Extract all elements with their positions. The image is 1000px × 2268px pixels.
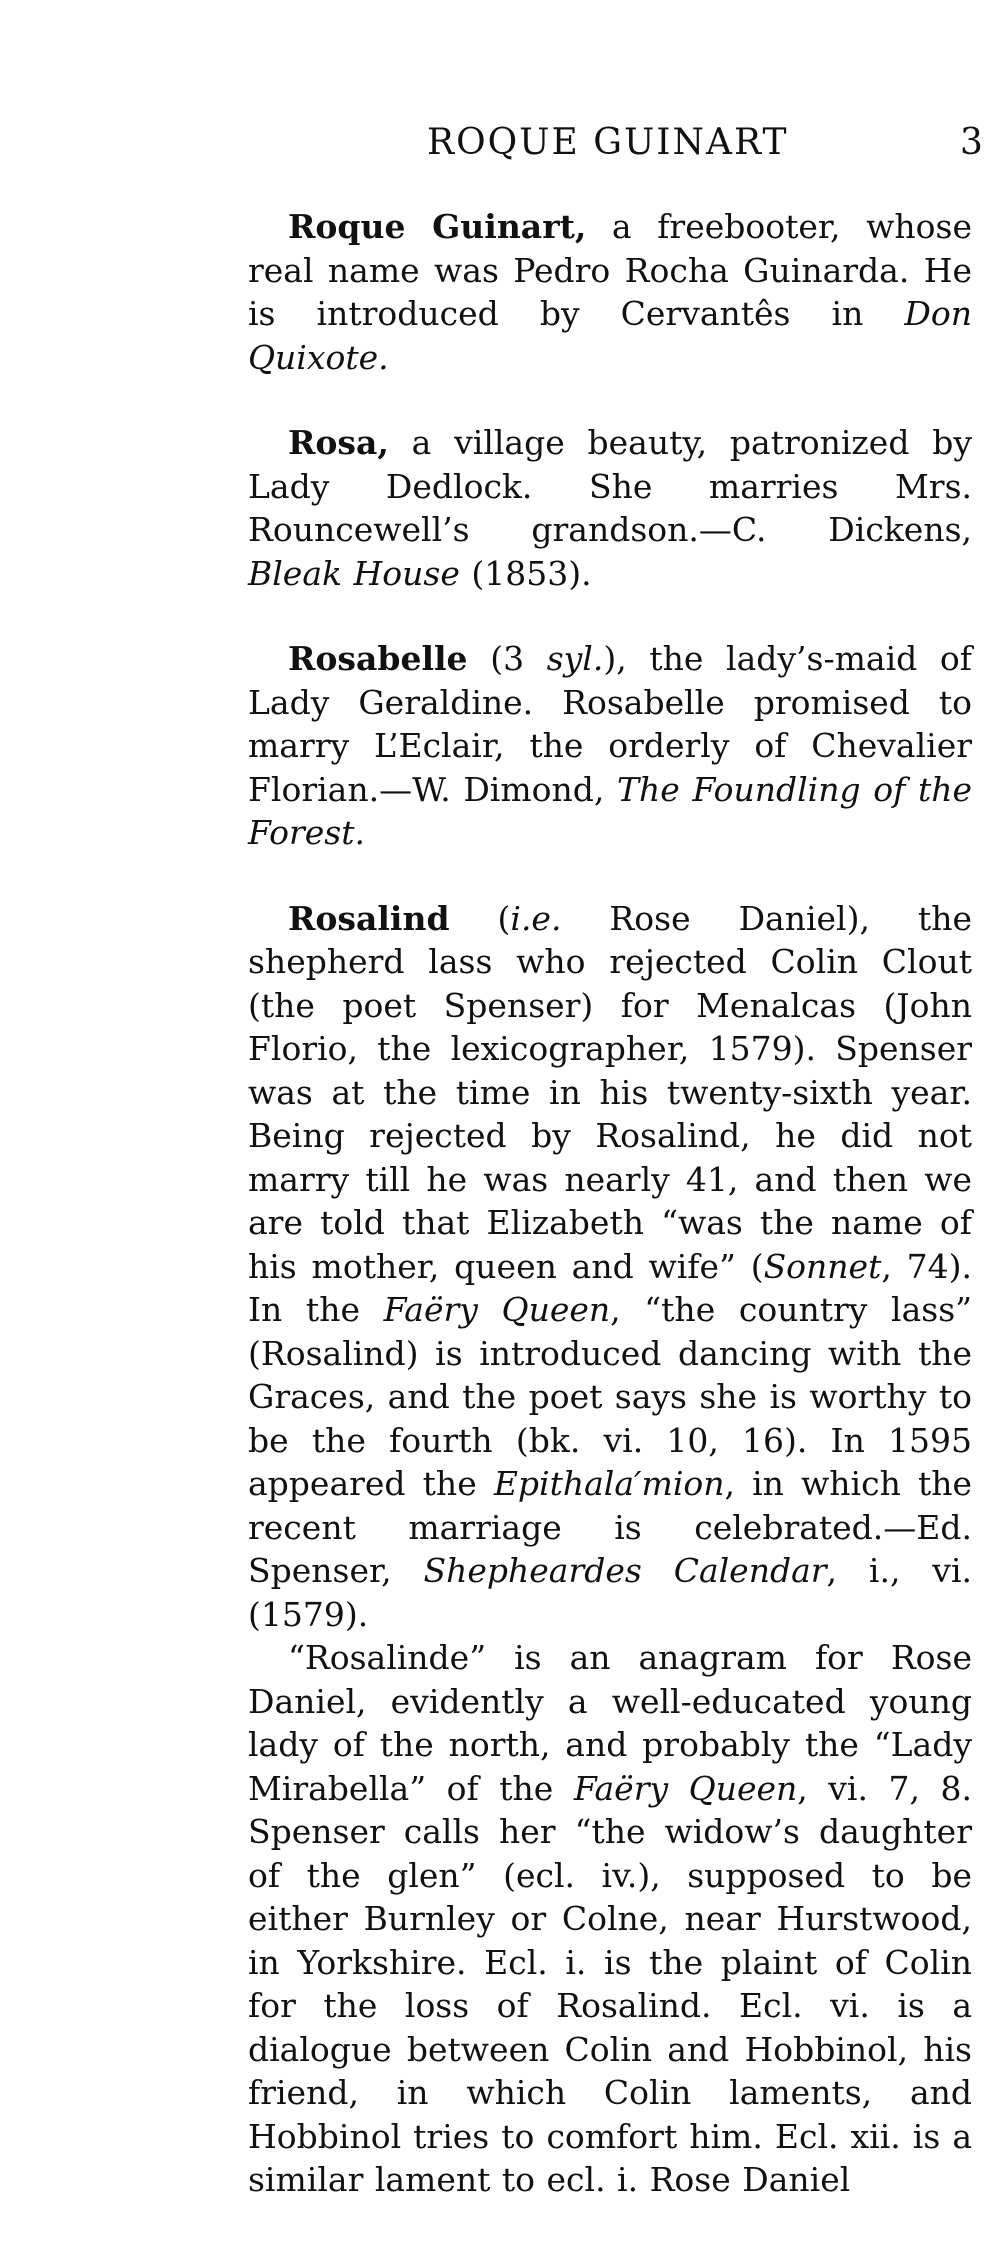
italic-text: Epithala′mion bbox=[493, 1464, 725, 1503]
entry-text: “Rosalinde” is an anagram for Rose Daniel, evidently a well-educated young lady of the north, and probably the “Lady Mirabella” of the bbox=[248, 1638, 972, 1808]
dictionary-entry bbox=[248, 205, 972, 379]
entry-text: , 74). In the bbox=[248, 1246, 972, 1329]
entry-headword: Rosalind bbox=[288, 898, 450, 938]
entry-text: Rose Daniel), the shepherd lass who rejected Colin Clout (the poet Spenser) for Menalcas (John Florio, the lexicographer, 1579). Spenser was at the time in his twenty-sixth year. Being rejected by Rosalind, he did not marry till he was nearly 41, and then we are told that Elizabeth “was the name of his mother, queen and wife” ( bbox=[248, 898, 972, 1286]
italic-text: The Foundling of the Forest. bbox=[248, 769, 972, 852]
running-head bbox=[0, 118, 1000, 168]
italic-text: Faëry Queen bbox=[383, 1290, 611, 1329]
dictionary-entry bbox=[248, 421, 972, 595]
running-title: ROQUE GUINART bbox=[427, 122, 789, 163]
italic-text: Faëry Queen bbox=[573, 1768, 798, 1808]
entry-text: a village beauty, patronized by Lady Dedlock. She marries Mrs. Rouncewell’s grandson.—C. Dickens, bbox=[248, 423, 972, 549]
entry-list bbox=[248, 205, 972, 2244]
entry-text: , vi. 7, 8. Spenser calls her “the widow’s daughter of the glen” (ecl. iv.), supposed to be either Burnley or Colne, near Hurstwood, in Yorkshire. Ecl. i. is the plaint of Colin for the loss of Rosalind. Ecl. vi. is a dialogue between Colin and Hobbinol, his friend, in which Colin laments, and Hobbinol tries to comfort him. Ecl. xii. is a similar lament to ecl. i. Rose Daniel bbox=[248, 1768, 973, 2199]
entry-text: a freebooter, whose real name was Pedro Rocha Guinarda. He is introduced by Cervantês in bbox=[248, 207, 972, 333]
italic-text: Don Quixote. bbox=[248, 294, 972, 377]
entry-continuation-paragraph bbox=[248, 1636, 972, 2202]
entry-text: (1853). bbox=[459, 553, 592, 593]
dictionary-entry bbox=[248, 637, 972, 855]
italic-text: Bleak House bbox=[248, 553, 460, 593]
italic-text: syl. bbox=[546, 639, 604, 678]
italic-text: Sonnet bbox=[763, 1246, 882, 1286]
italic-text: i.e. bbox=[510, 898, 562, 938]
italic-text: Shepheardes Calendar bbox=[423, 1551, 827, 1590]
entry-headword: Rosa, bbox=[288, 423, 389, 462]
entry-text: ( bbox=[449, 898, 511, 938]
entry-text: ), the lady’s-maid of Lady Geraldine. Rosabelle promised to marry L’Eclair, the orderly of Chevalier Florian.—W. Dimond, bbox=[248, 639, 972, 809]
entry-headword: Roque Guinart, bbox=[288, 207, 587, 246]
entry-headword: Rosabelle bbox=[288, 639, 468, 678]
entry-text: , in which the recent marriage is celebrated.—Ed. Spenser, bbox=[248, 1464, 972, 1590]
entry-text: , “the country lass” (Rosalind) is introduced dancing with the Graces, and the poet says she is worthy to be the fourth (bk. vi. 10, 16). In 1595 appeared the bbox=[248, 1290, 973, 1503]
page-number: 3 bbox=[960, 122, 983, 163]
dictionary-entry bbox=[248, 897, 972, 1637]
entry-text: (3 bbox=[467, 639, 547, 678]
entry-text: , i., vi. (1579). bbox=[248, 1551, 972, 1634]
